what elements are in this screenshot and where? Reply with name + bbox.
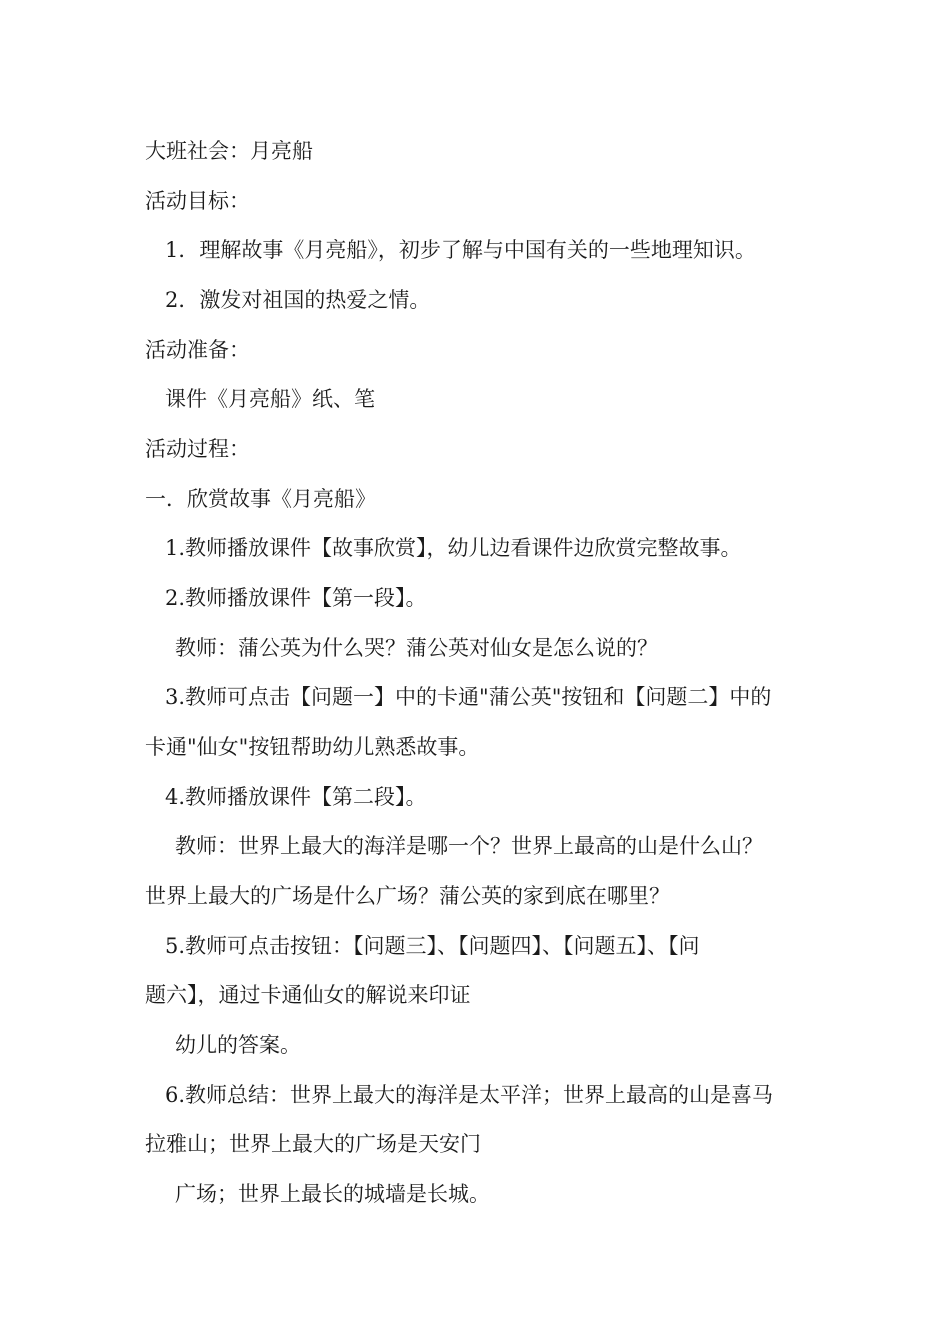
process-heading: 活动过程： [145, 437, 250, 461]
step-paragraph: 6.教师总结：世界上最大的海洋是太平洋；世界上最高的山是喜马 [165, 1083, 774, 1107]
step-paragraph: 2.教师播放课件【第一段】。 [165, 586, 427, 610]
step-paragraph-continued: 广场；世界上最长的城墙是长城。 [175, 1182, 490, 1206]
section-heading: 一．欣赏故事《月亮船》 [145, 487, 376, 511]
step-paragraph: 4.教师播放课件【第二段】。 [165, 785, 427, 809]
goal-item: 2．激发对祖国的热爱之情。 [165, 288, 431, 312]
goals-heading: 活动目标： [145, 189, 250, 213]
teacher-question: 教师：世界上最大的海洋是哪一个？世界上最高的山是什么山？ [175, 834, 763, 858]
prep-heading: 活动准备： [145, 338, 250, 362]
teacher-question-continued: 世界上最大的广场是什么广场？蒲公英的家到底在哪里？ [145, 884, 670, 908]
goal-item: 1．理解故事《月亮船》，初步了解与中国有关的一些地理知识。 [165, 238, 756, 262]
step-paragraph: 3.教师可点击【问题一】中的卡通"蒲公英"按钮和【问题二】中的 [165, 685, 772, 709]
step-paragraph-continued: 拉雅山；世界上最大的广场是天安门 [145, 1132, 481, 1156]
teacher-question: 教师：蒲公英为什么哭？蒲公英对仙女是怎么说的？ [175, 636, 658, 660]
document-title: 大班社会：月亮船 [145, 139, 313, 163]
step-paragraph-continued: 题六】，通过卡通仙女的解说来印证 [145, 983, 471, 1007]
step-paragraph-continued: 幼儿的答案。 [175, 1033, 301, 1057]
step-paragraph: 1.教师播放课件【故事欣赏】，幼儿边看课件边欣赏完整故事。 [165, 536, 742, 560]
prep-text: 课件《月亮船》纸、笔 [165, 387, 375, 411]
step-paragraph: 5.教师可点击按钮：【问题三】、【问题四】、【问题五】、【问 [165, 934, 700, 958]
step-paragraph-continued: 卡通"仙女"按钮帮助幼儿熟悉故事。 [145, 735, 480, 759]
